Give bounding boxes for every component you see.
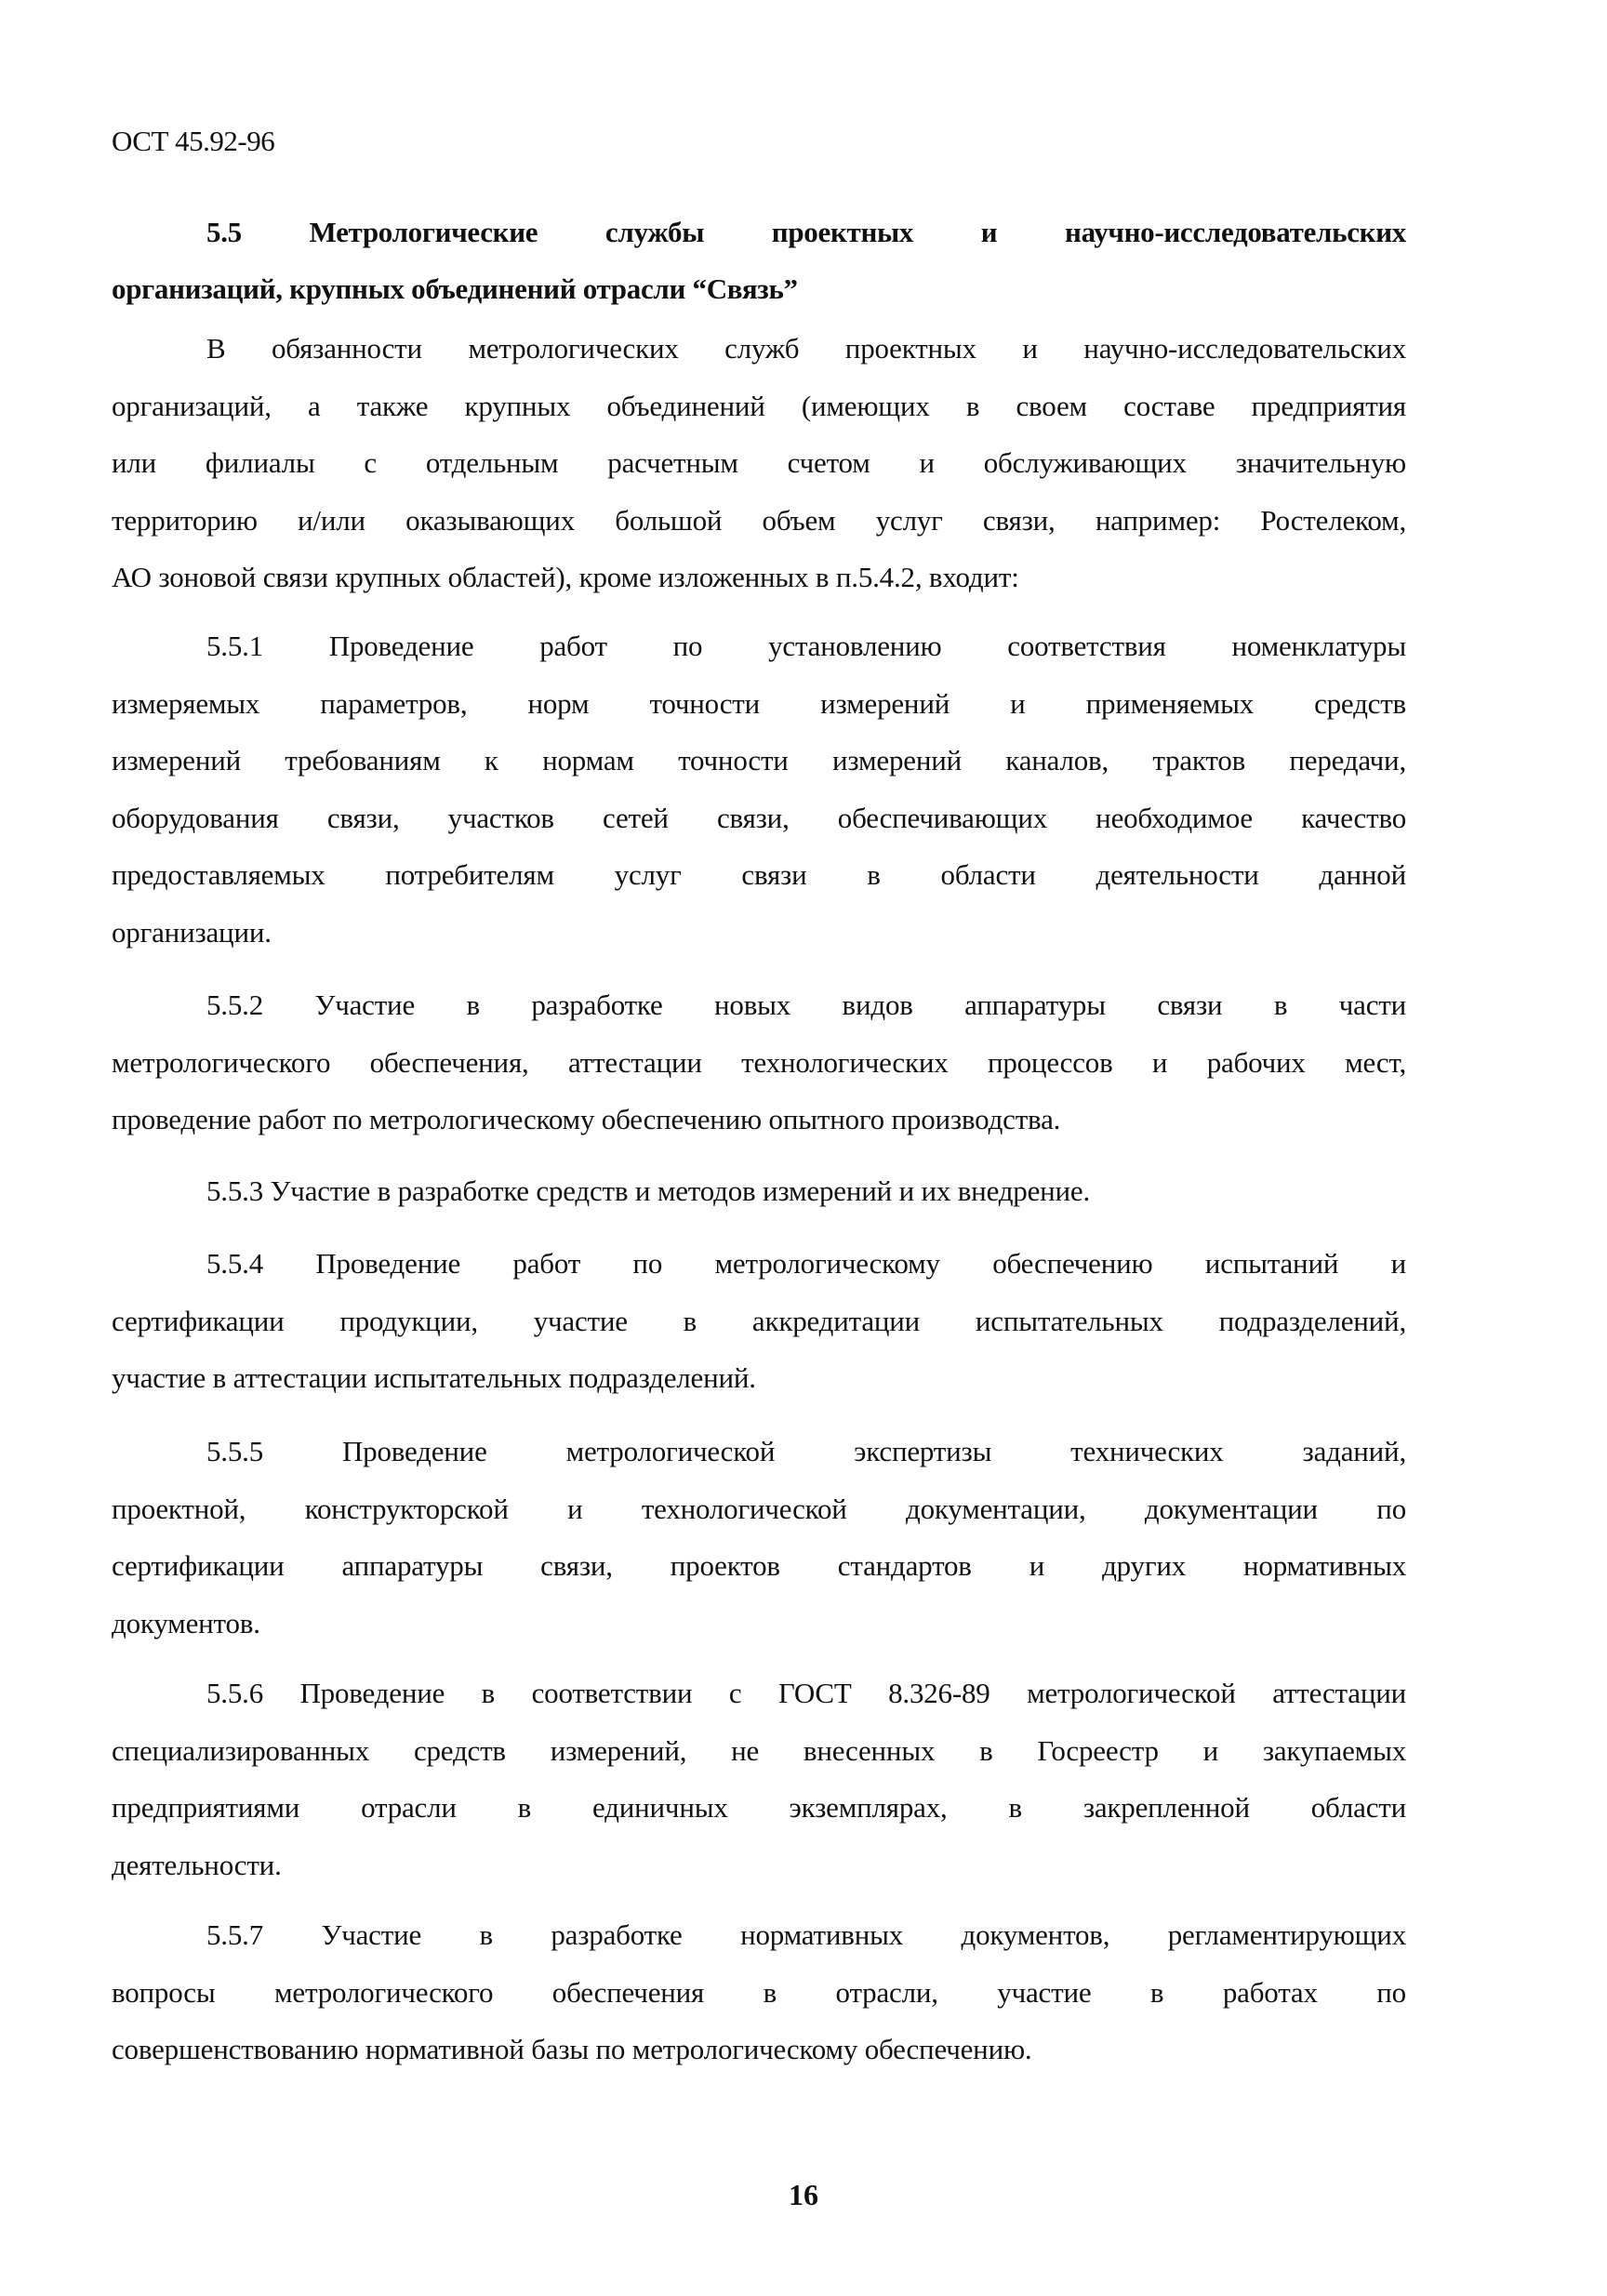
paragraph-5-5-3 [112, 1162, 1406, 1220]
text-line: проведение работ по метрологическому обеспечению опытного производства. [112, 1103, 1061, 1135]
text-line: совершенствованию нормативной базы по метрологическому обеспечению. [112, 2033, 1032, 2065]
text-line: вопросы метрологического обеспечения в отрасли, участие в работах по [112, 1975, 1406, 2009]
text-line: деятельности. [112, 1848, 282, 1881]
text-line: 5.5.2 Участие в разработке новых видов аппаратуры связи в части [206, 989, 1406, 1021]
text-line: или филиалы с отдельным расчетным счетом и обслуживающих значительную [112, 446, 1406, 479]
text-line: территорию и/или оказывающих большой объем услуг связи, например: Ростелеком, [112, 503, 1406, 537]
section-heading-line: 5.5 Метрологические службы проектных и научно-исследовательских [206, 216, 1406, 248]
text-line: предоставляемых потребителям услуг связи в области деятельности данной [112, 858, 1406, 891]
text-line: предприятиями отрасли в единичных экземплярах, в закрепленной области [112, 1791, 1406, 1824]
text-line: организации. [112, 915, 272, 949]
text-line: 5.5.4 Проведение работ по метрологическому обеспечению испытаний и [206, 1247, 1406, 1280]
text-line: участие в аттестации испытательных подразделений. [112, 1361, 756, 1394]
section-heading [112, 204, 1406, 317]
text-line: 5.5.1 Проведение работ по установлению соответствия номенклатуры [206, 630, 1406, 662]
text-line: организаций, а также крупных объединений (имеющих в своем составе предприятия [112, 389, 1406, 422]
paragraph-5-5-2 [112, 976, 1406, 1148]
text-line: 5.5.5 Проведение метрологической экспертизы технических заданий, [206, 1435, 1406, 1467]
page-number: 16 [789, 2178, 818, 2211]
paragraph-5-5-6 [112, 1665, 1406, 1893]
text-line: 5.5.3 Участие в разработке средств и методов измерений и их внедрение. [206, 1175, 1091, 1207]
paragraph-5-5-1 [112, 617, 1406, 961]
text-line: измерений требованиям к нормам точности измерений каналов, трактов передачи, [112, 744, 1406, 776]
text-line: метрологического обеспечения, аттестации технологических процессов и рабочих мест, [112, 1045, 1406, 1079]
text-line: оборудования связи, участков сетей связи, обеспечивающих необходимое качество [112, 801, 1406, 834]
text-line: 5.5.7 Участие в разработке нормативных документов, регламентирующих [206, 1918, 1406, 1951]
paragraph-5-5-7 [112, 1906, 1406, 2078]
text-line: АО зоновой связи крупных областей), кроме изложенных в п.5.4.2, входит: [112, 561, 1019, 593]
text-line: В обязанности метрологических служб проектных и научно-исследовательских [206, 332, 1406, 365]
paragraph-5-5-4 [112, 1235, 1406, 1407]
text-line: специализированных средств измерений, не внесенных в Госреестр и закупаемых [112, 1733, 1406, 1767]
paragraph-5-5-5 [112, 1423, 1406, 1652]
section-heading-line: организаций, крупных объединений отрасли “Связь” [112, 272, 798, 305]
text-line: измеряемых параметров, норм точности измерений и применяемых средств [112, 686, 1406, 720]
text-line: сертификации продукции, участие в аккредитации испытательных подразделений, [112, 1304, 1406, 1337]
document-code: ОСТ 45.92-96 [112, 125, 275, 157]
text-line: сертификации аппаратуры связи, проектов стандартов и других нормативных [112, 1549, 1406, 1582]
paragraph-intro [112, 320, 1406, 606]
text-line: 5.5.6 Проведение в соответствии с ГОСТ 8.326-89 метрологической аттестации [206, 1677, 1406, 1709]
text-line: проектной, конструкторской и технологической документации, документации по [112, 1492, 1406, 1525]
text-line: документов. [112, 1606, 260, 1639]
